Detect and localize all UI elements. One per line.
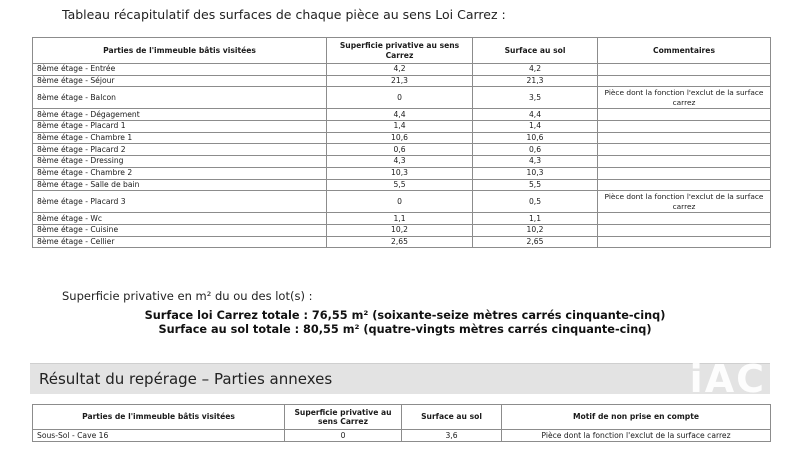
column-header-carrez: Superficie privative au sens Carrez <box>327 38 473 64</box>
carrez-area: 4,4 <box>327 109 473 121</box>
room-name: 8ème étage - Placard 3 <box>33 191 327 213</box>
column-header-sol: Surface au sol <box>473 38 598 64</box>
floor-area: 10,6 <box>473 132 598 144</box>
floor-area: 5,5 <box>473 179 598 191</box>
carrez-table <box>32 37 771 248</box>
floor-area: 4,3 <box>473 156 598 168</box>
section-title: Résultat du repérage – Parties annexes <box>39 370 333 388</box>
total-carrez: Surface loi Carrez totale : 76,55 m² (soixante-seize mètres carrés cinquante-cinq) <box>144 309 666 322</box>
room-name: 8ème étage - Dressing <box>33 156 327 168</box>
comment <box>598 121 771 133</box>
carrez-area: 0,6 <box>327 144 473 156</box>
column-header-motif: Motif de non prise en compte <box>502 405 771 430</box>
comment <box>598 167 771 179</box>
floor-area: 1,4 <box>473 121 598 133</box>
carrez-area: 2,65 <box>327 236 473 248</box>
table-header-row <box>33 405 771 430</box>
room-name: 8ème étage - Entrée <box>33 64 327 76</box>
table-header-row <box>33 38 771 64</box>
carrez-area: 5,5 <box>327 179 473 191</box>
carrez-area: 10,3 <box>327 167 473 179</box>
table-row <box>33 224 771 236</box>
table-row <box>33 236 771 248</box>
room-name: 8ème étage - Placard 2 <box>33 144 327 156</box>
room-name: 8ème étage - Cellier <box>33 236 327 248</box>
carrez-area: 1,1 <box>327 213 473 225</box>
table-row <box>33 213 771 225</box>
total-floor-area: Surface au sol totale : 80,55 m² (quatre-vingts mètres carrés cinquante-cinq) <box>158 323 652 336</box>
table-row <box>33 167 771 179</box>
table-row <box>33 430 771 442</box>
comment <box>598 236 771 248</box>
table-row <box>33 121 771 133</box>
iac-watermark-logo: iAC <box>689 357 766 401</box>
comment <box>598 156 771 168</box>
lot-area-subheading: Superficie privative en m² du ou des lot(s) : <box>62 289 313 303</box>
room-name: 8ème étage - Dégagement <box>33 109 327 121</box>
carrez-area: 10,2 <box>327 224 473 236</box>
floor-area: 0,6 <box>473 144 598 156</box>
carrez-area: 4,3 <box>327 156 473 168</box>
table-row <box>33 179 771 191</box>
floor-area: 10,3 <box>473 167 598 179</box>
carrez-area: 21,3 <box>327 75 473 87</box>
table-row <box>33 132 771 144</box>
table-row <box>33 191 771 213</box>
floor-area: 10,2 <box>473 224 598 236</box>
comment <box>598 224 771 236</box>
column-header-commentaires: Commentaires <box>598 38 771 64</box>
column-header-sol: Surface au sol <box>402 405 502 430</box>
floor-area: 4,2 <box>473 64 598 76</box>
comment: Pièce dont la fonction l'exclut de la surface carrez <box>598 87 771 109</box>
carrez-area: 0 <box>327 191 473 213</box>
column-header-carrez: Superficie privative au sens Carrez <box>285 405 402 430</box>
comment: Pièce dont la fonction l'exclut de la surface carrez <box>598 191 771 213</box>
room-name: 8ème étage - Placard 1 <box>33 121 327 133</box>
floor-area: 0,5 <box>473 191 598 213</box>
table-heading: Tableau récapitulatif des surfaces de chaque pièce au sens Loi Carrez : <box>62 7 506 22</box>
comment <box>598 132 771 144</box>
comment <box>598 64 771 76</box>
room-name: 8ème étage - Chambre 1 <box>33 132 327 144</box>
room-name: 8ème étage - Balcon <box>33 87 327 109</box>
carrez-area: 4,2 <box>327 64 473 76</box>
floor-area: 2,65 <box>473 236 598 248</box>
table-row <box>33 64 771 76</box>
comment <box>598 75 771 87</box>
room-name: 8ème étage - Wc <box>33 213 327 225</box>
floor-area: 21,3 <box>473 75 598 87</box>
carrez-area: 10,6 <box>327 132 473 144</box>
room-name: Sous-Sol - Cave 16 <box>33 430 285 442</box>
comment <box>598 213 771 225</box>
table-row <box>33 144 771 156</box>
comment: Pièce dont la fonction l'exclut de la surface carrez <box>502 430 771 442</box>
room-name: 8ème étage - Cuisine <box>33 224 327 236</box>
carrez-area: 1,4 <box>327 121 473 133</box>
comment <box>598 144 771 156</box>
table-row <box>33 87 771 109</box>
carrez-area: 0 <box>327 87 473 109</box>
comment <box>598 109 771 121</box>
table-row <box>33 75 771 87</box>
table-row <box>33 156 771 168</box>
floor-area: 1,1 <box>473 213 598 225</box>
room-name: 8ème étage - Séjour <box>33 75 327 87</box>
comment <box>598 179 771 191</box>
annex-table <box>32 404 771 442</box>
room-name: 8ème étage - Salle de bain <box>33 179 327 191</box>
column-header-parties: Parties de l'immeuble bâtis visitées <box>33 38 327 64</box>
column-header-parties: Parties de l'immeuble bâtis visitées <box>33 405 285 430</box>
floor-area: 3,5 <box>473 87 598 109</box>
carrez-area: 0 <box>285 430 402 442</box>
table-row <box>33 109 771 121</box>
floor-area: 4,4 <box>473 109 598 121</box>
section-band <box>30 357 770 401</box>
room-name: 8ème étage - Chambre 2 <box>33 167 327 179</box>
floor-area: 3,6 <box>402 430 502 442</box>
